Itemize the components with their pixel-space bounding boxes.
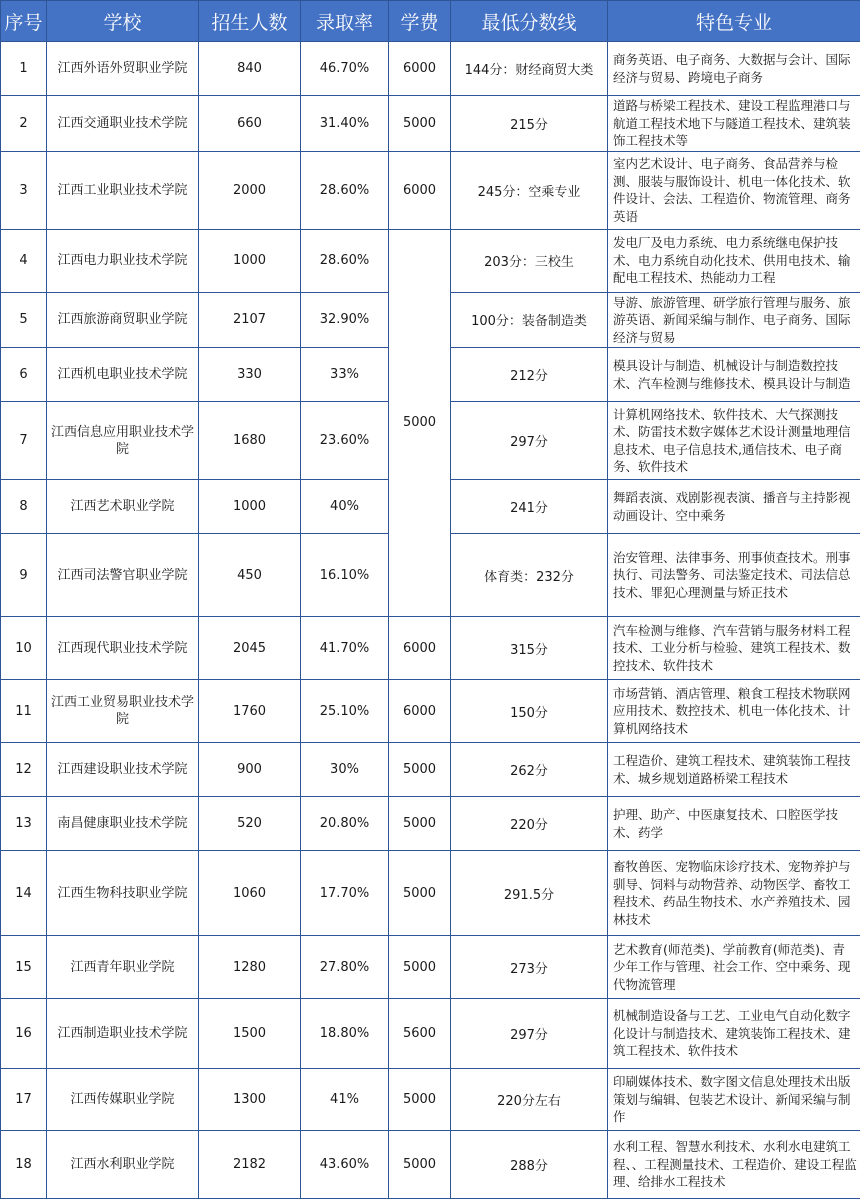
- cell-rate: 17.70%: [301, 851, 389, 936]
- cell-fee: 6000: [389, 617, 451, 680]
- table-row: [1, 999, 860, 1069]
- header-row: [1, 1, 860, 42]
- cell-score: 220分: [451, 797, 608, 851]
- cell-rate: 25.10%: [301, 680, 389, 743]
- header-score: 最低分数线: [451, 1, 608, 42]
- cell-enroll: 450: [199, 534, 301, 617]
- cell-majors: 治安管理、法律事务、刑事侦查技术。刑事执行、司法警务、司法鉴定技术、司法信总技术、罪犯心理测量与矫正技术: [608, 534, 860, 617]
- cell-rate: 23.60%: [301, 402, 389, 480]
- cell-no: 12: [1, 743, 47, 797]
- table-row: [1, 743, 860, 797]
- cell-rate: 43.60%: [301, 1131, 389, 1199]
- cell-school: 江西艺术职业学院: [47, 480, 199, 534]
- cell-no: 14: [1, 851, 47, 936]
- cell-score: 288分: [451, 1131, 608, 1199]
- cell-school: 江西水利职业学院: [47, 1131, 199, 1199]
- cell-school: 江西制造职业技术学院: [47, 999, 199, 1069]
- cell-no: 1: [1, 42, 47, 96]
- cell-no: 3: [1, 151, 47, 229]
- cell-no: 17: [1, 1069, 47, 1131]
- cell-rate: 46.70%: [301, 42, 389, 96]
- table-row: [1, 96, 860, 152]
- cell-school: 江西机电职业技术学院: [47, 348, 199, 402]
- cell-enroll: 2107: [199, 292, 301, 348]
- cell-no: 13: [1, 797, 47, 851]
- cell-rate: 28.60%: [301, 151, 389, 229]
- cell-no: 5: [1, 292, 47, 348]
- cell-majors: 护理、助产、中医康复技术、口腔医学技术、药学: [608, 797, 860, 851]
- table-row: [1, 617, 860, 680]
- cell-rate: 32.90%: [301, 292, 389, 348]
- table-body: [1, 42, 860, 1199]
- cell-school: 江西交通职业技术学院: [47, 96, 199, 152]
- cell-majors: 舞蹈表演、戏剧影视表演、播音与主持影视动画设计、空中乘务: [608, 480, 860, 534]
- cell-school: 江西工业职业技术学院: [47, 151, 199, 229]
- cell-fee: 6000: [389, 42, 451, 96]
- table-row: [1, 797, 860, 851]
- cell-fee: 5000: [389, 743, 451, 797]
- cell-majors: 商务英语、电子商务、大数据与会计、国际经济与贸易、跨境电子商务: [608, 42, 860, 96]
- cell-school: 江西青年职业学院: [47, 936, 199, 999]
- cell-majors: 畜牧兽医、宠物临床诊疗技术、宠物养护与驯导、饲料与动物营养、动物医学、畜牧工程技术、药品生物技术、水产养殖技术、园林技术: [608, 851, 860, 936]
- cell-rate: 16.10%: [301, 534, 389, 617]
- cell-no: 7: [1, 402, 47, 480]
- cell-majors: 工程造价、建筑工程技术、建筑装饰工程技术、城乡规划道路桥梁工程技术: [608, 743, 860, 797]
- cell-majors: 室内艺术设计、电子商务、食品营养与检测、服装与服饰设计、机电一体化技术、软件设计、会法、工程造价、物流管理、商务英语: [608, 151, 860, 229]
- table-row: [1, 680, 860, 743]
- cell-majors: 艺术教育(师范类)、学前教育(师范类)、青少年工作与管理、社会工作、空中乘务、现代物流管理: [608, 936, 860, 999]
- cell-fee: 5000: [389, 797, 451, 851]
- cell-majors: 市场营销、酒店管理、粮食工程技术物联网应用技术、数控技术、机电一体化技术、计算机网络技术: [608, 680, 860, 743]
- cell-enroll: 2000: [199, 151, 301, 229]
- cell-score: 212分: [451, 348, 608, 402]
- cell-rate: 18.80%: [301, 999, 389, 1069]
- cell-enroll: 2182: [199, 1131, 301, 1199]
- cell-score: 245分：空乘专业: [451, 151, 608, 229]
- header-school: 学校: [47, 1, 199, 42]
- cell-rate: 40%: [301, 480, 389, 534]
- cell-rate: 33%: [301, 348, 389, 402]
- table-row: [1, 936, 860, 999]
- cell-school: 江西电力职业技术学院: [47, 229, 199, 292]
- cell-majors: 导游、旅游管理、研学旅行管理与服务、旅游英语、新闻采编与制作、电子商务、国际经济与贸易: [608, 292, 860, 348]
- cell-enroll: 1500: [199, 999, 301, 1069]
- cell-score: 262分: [451, 743, 608, 797]
- cell-fee: 5000: [389, 1069, 451, 1131]
- cell-no: 4: [1, 229, 47, 292]
- cell-majors: 汽车检测与维修、汽车营销与服务材料工程技术、工业分析与检验、建筑工程技术、数控技术、软件技术: [608, 617, 860, 680]
- cell-score: 315分: [451, 617, 608, 680]
- cell-no: 16: [1, 999, 47, 1069]
- cell-no: 8: [1, 480, 47, 534]
- cell-score: 100分：装备制造类: [451, 292, 608, 348]
- cell-majors: 印刷媒体技术、数字图文信息处理技术出版策划与编辑、包装艺术设计、新闻采编与制作: [608, 1069, 860, 1131]
- cell-enroll: 1000: [199, 229, 301, 292]
- cell-enroll: 1280: [199, 936, 301, 999]
- cell-school: 江西现代职业技术学院: [47, 617, 199, 680]
- cell-no: 2: [1, 96, 47, 152]
- cell-enroll: 2045: [199, 617, 301, 680]
- cell-school: 江西司法警官职业学院: [47, 534, 199, 617]
- cell-enroll: 1060: [199, 851, 301, 936]
- table-header: [1, 1, 860, 42]
- cell-score: 220分左右: [451, 1069, 608, 1131]
- cell-fee: 5000: [389, 936, 451, 999]
- cell-school: 南昌健康职业技术学院: [47, 797, 199, 851]
- header-enroll: 招生人数: [199, 1, 301, 42]
- cell-school: 江西生物科技职业学院: [47, 851, 199, 936]
- cell-school: 江西旅游商贸职业学院: [47, 292, 199, 348]
- cell-enroll: 1680: [199, 402, 301, 480]
- cell-fee: 5000: [389, 96, 451, 152]
- cell-rate: 41.70%: [301, 617, 389, 680]
- cell-no: 10: [1, 617, 47, 680]
- table-row: [1, 229, 860, 292]
- cell-rate: 31.40%: [301, 96, 389, 152]
- cell-enroll: 840: [199, 42, 301, 96]
- cell-majors: 道路与桥梁工程技术、建设工程监理港口与航道工程技术地下与隧道工程技术、建筑装饰工程技术等: [608, 96, 860, 152]
- cell-score: 291.5分: [451, 851, 608, 936]
- cell-fee: 5600: [389, 999, 451, 1069]
- cell-no: 18: [1, 1131, 47, 1199]
- cell-enroll: 1300: [199, 1069, 301, 1131]
- header-no: 序号: [1, 1, 47, 42]
- table-row: [1, 151, 860, 229]
- cell-score: 150分: [451, 680, 608, 743]
- header-fee: 学费: [389, 1, 451, 42]
- cell-majors: 计算机网络技术、软件技术、大气探测技术、防雷技术数字媒体艺术设计测量地理信息技术、电子信息技术,通信技术、电子商务、软件技术: [608, 402, 860, 480]
- cell-rate: 30%: [301, 743, 389, 797]
- table-row: [1, 851, 860, 936]
- cell-majors: 模具设计与制造、机械设计与制造数控技术、汽车检测与维修技术、模具设计与制造: [608, 348, 860, 402]
- cell-enroll: 900: [199, 743, 301, 797]
- cell-enroll: 520: [199, 797, 301, 851]
- cell-fee: 6000: [389, 680, 451, 743]
- cell-score: 203分：三校生: [451, 229, 608, 292]
- cell-school: 江西建设职业技术学院: [47, 743, 199, 797]
- header-majors: 特色专业: [608, 1, 860, 42]
- cell-score: 241分: [451, 480, 608, 534]
- table-row: [1, 1131, 860, 1199]
- cell-majors: 水利工程、智慧水利技术、水利水电建筑工程、、工程测量技术、工程造价、建设工程监理、给排水工程技术: [608, 1131, 860, 1199]
- cell-fee: 5000: [389, 1131, 451, 1199]
- cell-enroll: 660: [199, 96, 301, 152]
- cell-rate: 41%: [301, 1069, 389, 1131]
- cell-school: 江西工业贸易职业技术学院: [47, 680, 199, 743]
- cell-score: 215分: [451, 96, 608, 152]
- cell-score: 体育类：232分: [451, 534, 608, 617]
- cell-score: 297分: [451, 999, 608, 1069]
- cell-rate: 27.80%: [301, 936, 389, 999]
- cell-score: 297分: [451, 402, 608, 480]
- cell-no: 9: [1, 534, 47, 617]
- cell-score: 144分：财经商贸大类: [451, 42, 608, 96]
- cell-majors: 发电厂及电力系统、电力系统继电保护技术、电力系统自动化技术、供用电技术、输配电工程技术、热能动力工程: [608, 229, 860, 292]
- cell-rate: 28.60%: [301, 229, 389, 292]
- cell-majors: 机械制造设备与工艺、工业电气自动化数字化设计与制造技术、建筑装饰工程技术、建筑工程技术、软件技术: [608, 999, 860, 1069]
- header-rate: 录取率: [301, 1, 389, 42]
- cell-school: 江西外语外贸职业学院: [47, 42, 199, 96]
- cell-school: 江西传媒职业学院: [47, 1069, 199, 1131]
- table-row: [1, 42, 860, 96]
- cell-fee: 6000: [389, 151, 451, 229]
- cell-no: 15: [1, 936, 47, 999]
- table-row: [1, 1069, 860, 1131]
- cell-school: 江西信息应用职业技术学院: [47, 402, 199, 480]
- cell-rate: 20.80%: [301, 797, 389, 851]
- cell-no: 6: [1, 348, 47, 402]
- cell-enroll: 1000: [199, 480, 301, 534]
- cell-fee: 5000: [389, 851, 451, 936]
- cell-no: 11: [1, 680, 47, 743]
- cell-enroll: 1760: [199, 680, 301, 743]
- cell-enroll: 330: [199, 348, 301, 402]
- cell-score: 273分: [451, 936, 608, 999]
- cell-fee: 5000: [389, 229, 451, 617]
